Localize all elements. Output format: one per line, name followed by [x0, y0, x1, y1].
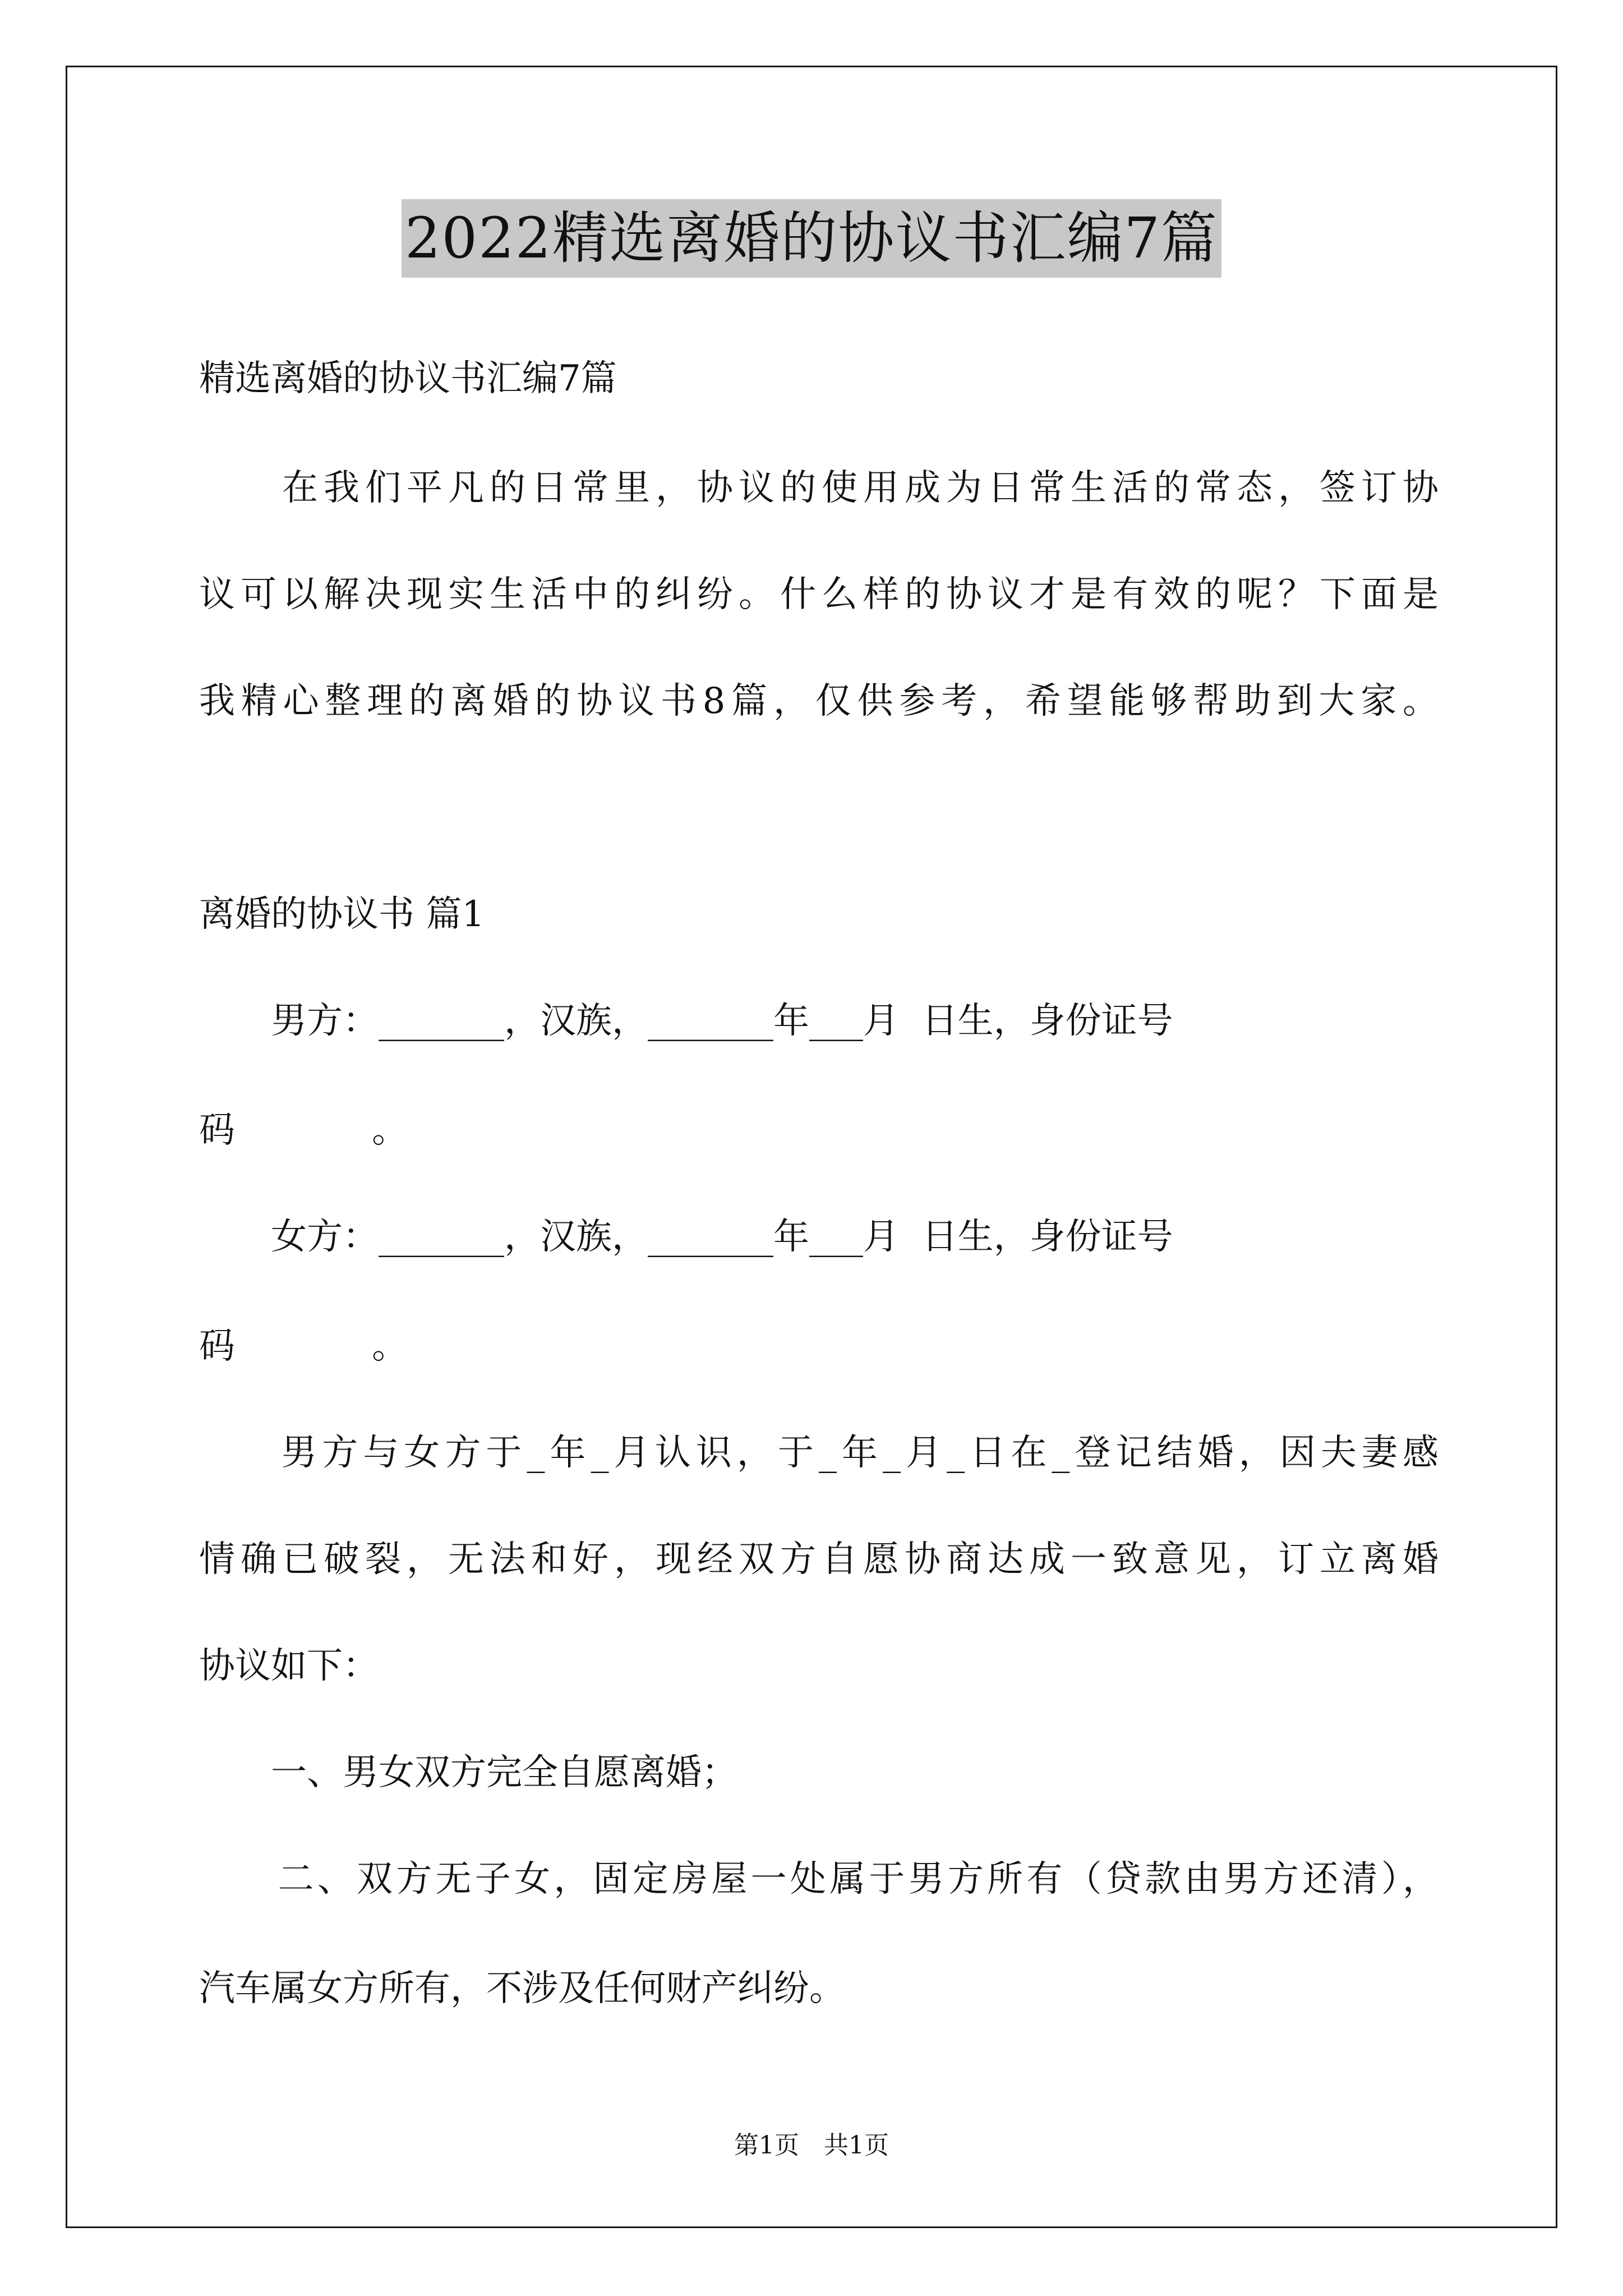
- body-line-4: 一、男女双方完全自愿离婚；: [199, 1752, 737, 1793]
- body-line-5: 二、双方无子女，固定房屋一处属于男方所有（贷款由男方还清），: [199, 1858, 1438, 1900]
- male-party-line: 男方：_______，汉族，_______年___月 日生，身份证号: [199, 1000, 1173, 1042]
- intro-line-1: 在我们平凡的日常里，协议的使用成为日常生活的常态，签订协: [199, 467, 1438, 509]
- female-party-line-end: 码 。: [199, 1326, 408, 1367]
- document-subtitle: 精选离婚的协议书汇编7篇: [199, 358, 617, 399]
- intro-line-2: 议可以解决现实生活中的纠纷。什么样的协议才是有效的呢？下面是: [199, 574, 1438, 615]
- intro-line-3: 我精心整理的离婚的协议书8篇，仅供参考，希望能够帮助到大家。: [199, 680, 1438, 722]
- document-title: 2022精选离婚的协议书汇编7篇: [402, 199, 1221, 278]
- body-line-2: 情确已破裂，无法和好，现经双方自愿协商达成一致意见，订立离婚: [199, 1539, 1438, 1580]
- section-heading: 离婚的协议书 篇1: [199, 894, 485, 935]
- title-container: [0, 199, 1623, 278]
- body-line-3: 协议如下：: [199, 1645, 379, 1687]
- body-line-1: 男方与女方于_年_月认识，于_年_月_日在_登记结婚，因夫妻感: [199, 1432, 1438, 1474]
- male-party-line-end: 码 。: [199, 1110, 408, 1151]
- page-footer: 第1页 共1页: [734, 2131, 889, 2160]
- body-line-6: 汽车属女方所有，不涉及任何财产纠纷。: [199, 1968, 845, 2009]
- female-party-line: 女方：_______，汉族，_______年___月 日生，身份证号: [199, 1216, 1173, 1258]
